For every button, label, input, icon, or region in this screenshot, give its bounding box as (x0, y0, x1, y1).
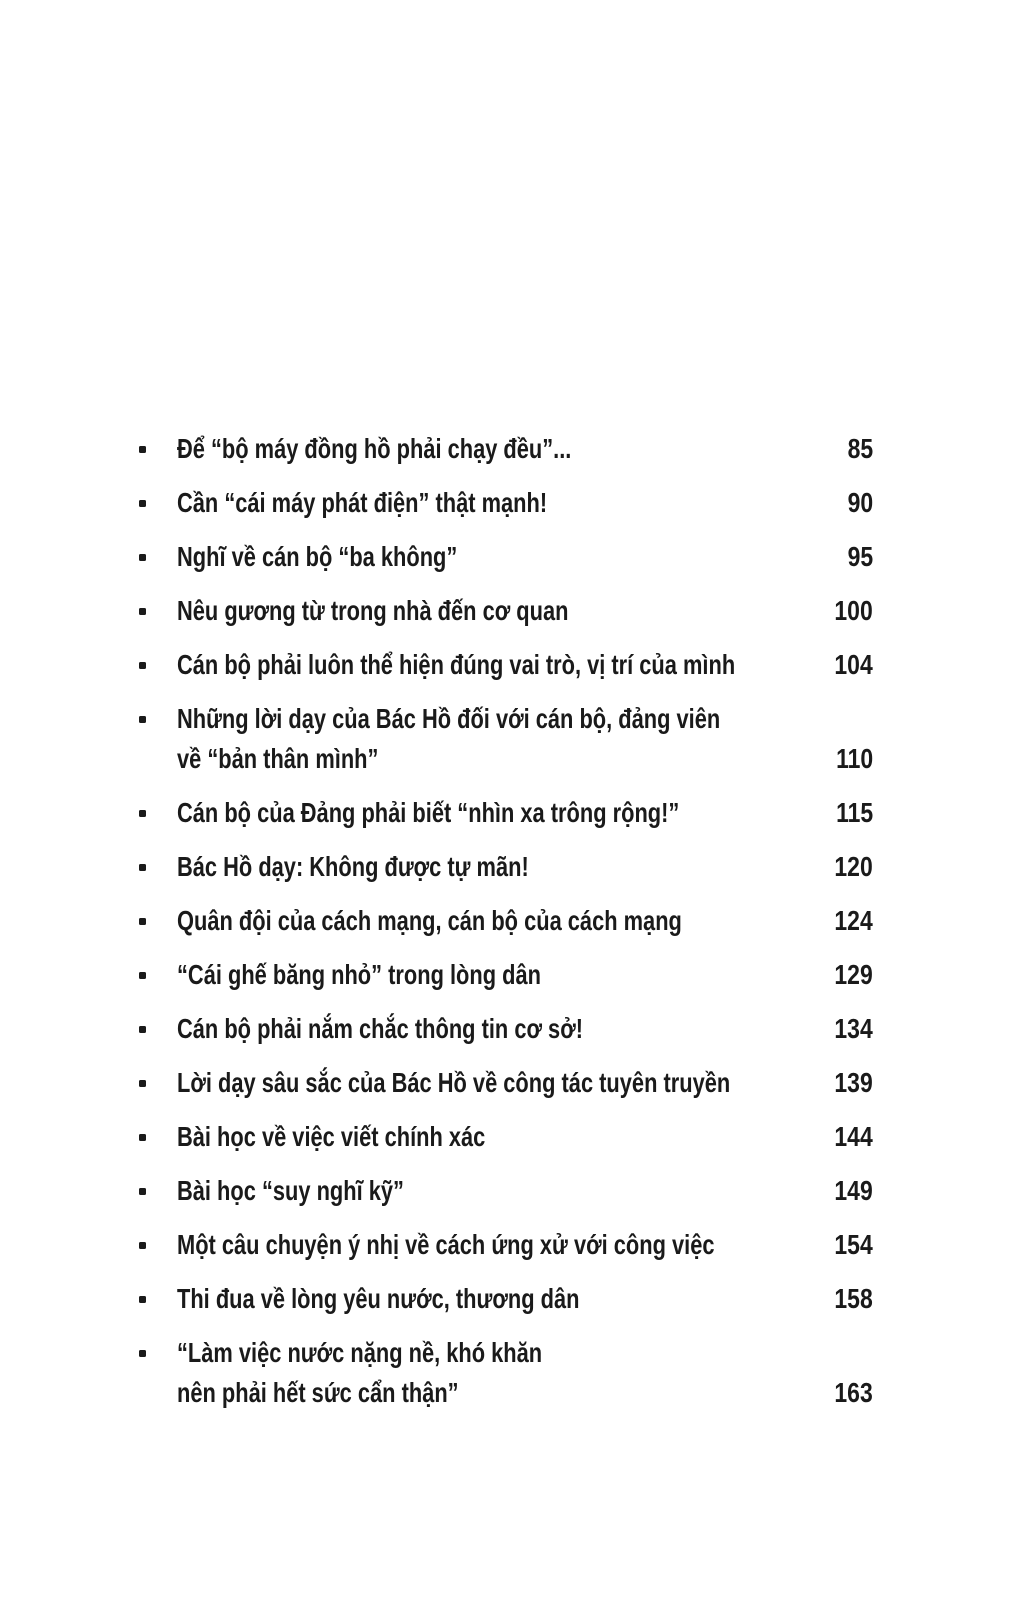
toc-entry (0, 955, 1024, 995)
bullet-icon (139, 972, 146, 979)
toc-entry-page (826, 847, 873, 887)
toc-entry-title-line (177, 1225, 873, 1265)
bullet-icon (139, 1134, 146, 1141)
toc-entry-title-line (177, 739, 873, 779)
bullet-icon (139, 810, 146, 817)
toc-entry-page (828, 793, 873, 833)
toc-entry-title (177, 483, 873, 523)
toc-entry-title-line (177, 699, 873, 739)
bullet-icon (139, 446, 146, 453)
toc-entry-title-line (177, 955, 873, 995)
bullet-icon (139, 1296, 146, 1303)
toc-entry-title (177, 1063, 873, 1103)
toc-entry-title-text: Những lời dạy của Bác Hồ đối với cán bộ, đảng viên (177, 703, 721, 734)
toc-entry (0, 847, 1024, 887)
bullet-icon (139, 1080, 146, 1087)
toc-entry (0, 699, 1024, 779)
toc-entry-title-text: Quân đội của cách mạng, cán bộ của cách mạng (177, 905, 682, 936)
toc-entry-page (826, 645, 873, 685)
toc-entry-title-line (177, 1333, 873, 1373)
toc-entry-page-number: 149 (834, 1175, 873, 1206)
table-of-contents (0, 429, 1024, 1427)
bullet-icon (139, 554, 146, 561)
toc-entry-title-text: Bài học “suy nghĩ kỹ” (177, 1175, 404, 1206)
bullet-icon (139, 1242, 146, 1249)
toc-entry-page-number: 85 (847, 433, 873, 464)
toc-entry-page-number: 90 (847, 487, 873, 518)
toc-entry-title-text: Cần “cái máy phát điện” thật mạnh! (177, 487, 548, 518)
toc-entry-page-number: 104 (834, 649, 873, 680)
toc-entry-title (177, 645, 873, 685)
bullet-icon (139, 864, 146, 871)
toc-entry-page (826, 955, 873, 995)
toc-entry-title (177, 1171, 873, 1211)
toc-entry-title (177, 699, 873, 779)
toc-entry-title-line (177, 1009, 873, 1049)
toc-entry-title-line (177, 1063, 873, 1103)
toc-entry (0, 901, 1024, 941)
toc-entry-title (177, 901, 873, 941)
toc-entry-title (177, 1117, 873, 1157)
toc-entry-page (826, 901, 873, 941)
toc-entry-title-text: Lời dạy sâu sắc của Bác Hồ về công tác tuyên truyền (177, 1067, 731, 1098)
toc-entry-title-text: “Làm việc nước nặng nề, khó khăn (177, 1337, 543, 1368)
toc-entry-page-number: 100 (834, 595, 873, 626)
toc-entry-title-text: Thi đua về lòng yêu nước, thương dân (177, 1283, 580, 1314)
toc-entry-title-line (177, 1279, 873, 1319)
toc-entry-title (177, 1225, 873, 1265)
toc-entry-page (842, 537, 873, 577)
toc-entry (0, 1117, 1024, 1157)
toc-entry-title-line (177, 429, 873, 469)
toc-entry-title (177, 1279, 873, 1319)
bullet-icon (139, 1026, 146, 1033)
toc-entry-title (177, 1333, 873, 1413)
toc-entry-title-line (177, 645, 873, 685)
toc-entry-title-line (177, 793, 873, 833)
toc-entry-title-line (177, 901, 873, 941)
toc-entry-title (177, 793, 873, 833)
toc-entry-title-line (177, 483, 873, 523)
toc-entry-page (826, 1279, 873, 1319)
toc-entry (0, 537, 1024, 577)
toc-entry-page-number: 158 (834, 1283, 873, 1314)
bullet-icon (139, 1188, 146, 1195)
toc-entry-title-text: Để “bộ máy đồng hồ phải chạy đều”... (177, 433, 572, 464)
toc-entry-title-line (177, 1171, 873, 1211)
toc-entry-page-number: 124 (834, 905, 873, 936)
toc-entry-title-text: nên phải hết sức cẩn thận” (177, 1377, 459, 1408)
toc-entry-page (842, 429, 873, 469)
toc-entry-title-line (177, 537, 873, 577)
toc-entry-title (177, 537, 873, 577)
toc-entry-page (826, 591, 873, 631)
bullet-icon (139, 500, 146, 507)
toc-entry-page-number: 120 (834, 851, 873, 882)
toc-entry-page (826, 1225, 873, 1265)
toc-entry (0, 1009, 1024, 1049)
bullet-icon (139, 662, 146, 669)
toc-entry-page-number: 129 (834, 959, 873, 990)
toc-entry (0, 1279, 1024, 1319)
toc-entry (0, 793, 1024, 833)
toc-entry-page-number: 154 (834, 1229, 873, 1260)
toc-entry (0, 1171, 1024, 1211)
toc-entry (0, 429, 1024, 469)
toc-entry-title-text: Cán bộ phải luôn thể hiện đúng vai trò, vị trí của mình (177, 649, 736, 680)
toc-entry-title (177, 847, 873, 887)
toc-entry-page (826, 1373, 873, 1413)
toc-entry-page-number: 110 (835, 743, 873, 774)
toc-entry-page-number: 144 (834, 1121, 873, 1152)
toc-entry-title (177, 591, 873, 631)
toc-entry-page (826, 1009, 873, 1049)
bullet-icon (139, 608, 146, 615)
toc-entry-title-text: Nêu gương từ trong nhà đến cơ quan (177, 595, 569, 626)
bullet-icon (139, 1350, 146, 1357)
toc-entry-title-text: “Cái ghế băng nhỏ” trong lòng dân (177, 959, 541, 990)
toc-entry-title-text: Nghĩ về cán bộ “ba không” (177, 541, 458, 572)
toc-entry-page (826, 1171, 873, 1211)
toc-entry-title (177, 955, 873, 995)
toc-entry-title-line (177, 1117, 873, 1157)
toc-entry (0, 645, 1024, 685)
toc-entry (0, 1063, 1024, 1103)
toc-entry-title-text: Bài học về việc viết chính xác (177, 1121, 486, 1152)
toc-entry-page (828, 739, 873, 779)
toc-entry-page (826, 1063, 873, 1103)
toc-entry-title-text: Một câu chuyện ý nhị về cách ứng xử với công việc (177, 1229, 715, 1260)
toc-entry-page-number: 163 (834, 1377, 873, 1408)
toc-entry-title-text: Cán bộ phải nắm chắc thông tin cơ sở! (177, 1013, 584, 1044)
toc-entry-title-text: Cán bộ của Đảng phải biết “nhìn xa trông rộng!” (177, 797, 680, 828)
toc-entry-title-line (177, 1373, 873, 1413)
toc-entry (0, 591, 1024, 631)
toc-entry-page-number: 115 (835, 797, 873, 828)
toc-entry-title (177, 429, 873, 469)
toc-entry-page-number: 139 (834, 1067, 873, 1098)
toc-entry-page-number: 134 (834, 1013, 873, 1044)
toc-entry-title-text: Bác Hồ dạy: Không được tự mãn! (177, 851, 529, 882)
toc-entry (0, 1333, 1024, 1413)
toc-entry-page (842, 483, 873, 523)
toc-entry (0, 483, 1024, 523)
toc-entry-page-number: 95 (847, 541, 873, 572)
toc-entry-title-text: về “bản thân mình” (177, 743, 379, 774)
toc-entry (0, 1225, 1024, 1265)
toc-entry-page (826, 1117, 873, 1157)
toc-entry-title-line (177, 847, 873, 887)
bullet-icon (139, 918, 146, 925)
toc-entry-title (177, 1009, 873, 1049)
toc-entry-title-line (177, 591, 873, 631)
bullet-icon (139, 716, 146, 723)
